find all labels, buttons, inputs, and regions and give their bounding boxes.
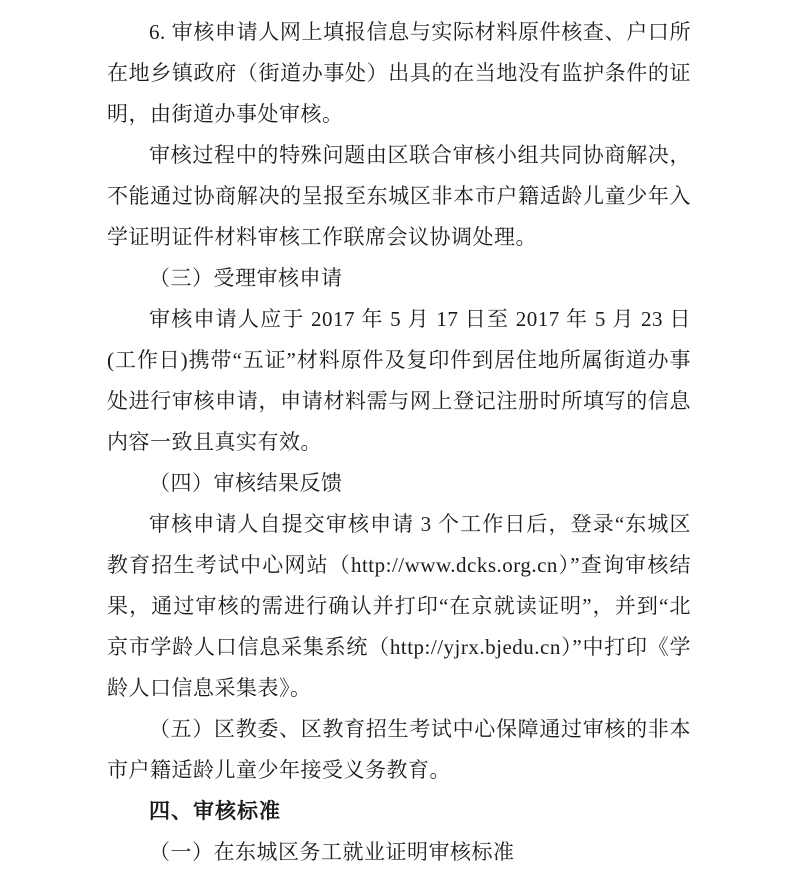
paragraph-acceptance-period: 审核申请人应于 2017 年 5 月 17 日至 2017 年 5 月 23 日(工作日)携带“五证”材料原件及复印件到居住地所属街道办事处进行审核申请，申请材料需与网上登记注册时所填写的信息内容一致且真实有效。 [107,307,691,454]
paragraph-item-6-verification: 6. 审核申请人网上填报信息与实际材料原件核查、户口所在地乡镇政府（街道办事处）出具的在当地没有监护条件的证明，由街道办事处审核。 [107,20,691,126]
document-page [107,12,691,873]
section-heading-audit-standards: 四、审核标准 [149,800,281,823]
paragraph-result-feedback: 审核申请人自提交审核申请 3 个工作日后，登录“东城区教育招生考试中心网站（http://www.dcks.org.cn）”查询审核结果，通过审核的需进行确认并打印“在京就读证明”，并到“北京市学龄人口信息采集系统（http://yjrx.bjedu.cn）”中打印《学龄人口信息采集表》。 [107,512,691,700]
paragraph-section-4-title: （四）审核结果反馈 [149,471,343,495]
paragraph-special-issues: 审核过程中的特殊问题由区联合审核小组共同协商解决，不能通过协商解决的呈报至东城区非本市户籍适龄儿童少年入学证明证件材料审核工作联席会议协调处理。 [107,143,691,249]
paragraph-section-3-title: （三）受理审核申请 [149,266,343,290]
paragraph-standard-1-title: （一）在东城区务工就业证明审核标准 [149,840,515,864]
paragraph-section-5-guarantee: （五）区教委、区教育招生考试中心保障通过审核的非本市户籍适龄儿童少年接受义务教育。 [107,717,691,782]
